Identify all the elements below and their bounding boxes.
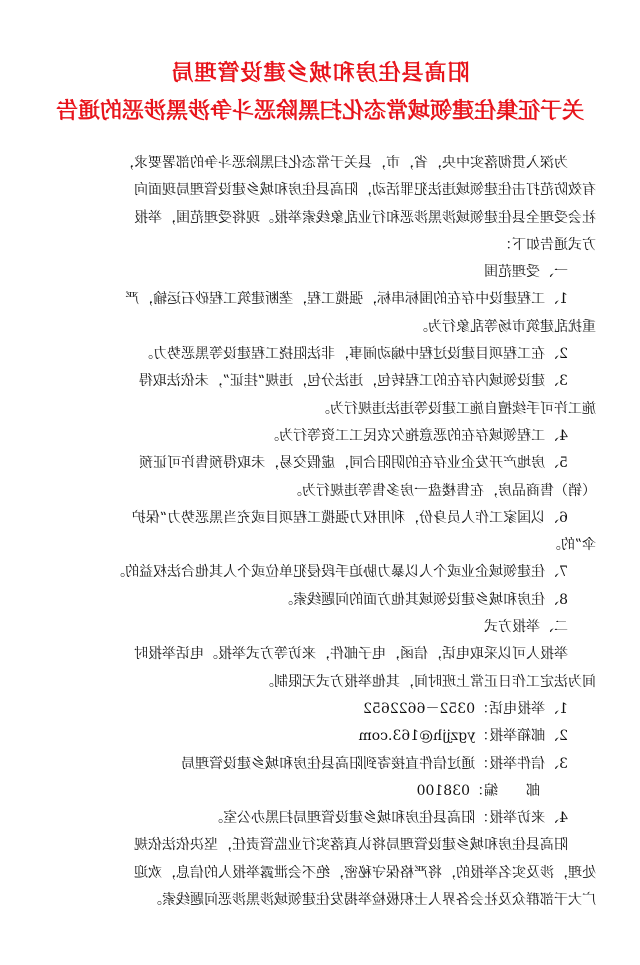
title-line-1: 阳高县住房和城乡建设管理局 (170, 60, 470, 86)
body-line: 广大干部群众及社会各界人士积极检举揭发住建领域涉黑涉恶问题线索。 (148, 892, 596, 909)
body-line: 二、举报方式 (484, 619, 568, 636)
body-line: 7、住建领域企业或个人以暴力胁迫手段侵犯单位或个人其他合法权益的。 (111, 564, 568, 581)
body-line: 1、工程建设中存在的围标串标，强揽工程，垄断建筑工程砂石运输，严 (125, 291, 568, 308)
body-line: 4、来访举报：阳高县住房和城乡建设管理局扫黑办公室。 (209, 810, 568, 827)
body-line: 伞”的。 (546, 537, 596, 554)
body-line: 施工许可手续擅自施工建设等违法违规行为。 (316, 400, 596, 417)
body-line: 阳高县住房和城乡建设管理局将认真落实行业监管责任，坚决依法依规 (134, 837, 568, 854)
body-line: 一、受理范围 (484, 264, 568, 281)
body-line: 2、邮箱举报：ygzjjh@163.com (358, 728, 568, 745)
body-line: 重扰乱建筑市场等乱象行为。 (414, 318, 596, 335)
body-line: 8、住房和城乡建设领域其他方面的问题线索。 (279, 591, 568, 608)
body-line: 社会受理全县住建领域涉黑涉恶和行业乱象线索举报。现将受理范围，举报 (134, 209, 596, 226)
body-line: 4、工程领域存在的恶意拖欠农民工工资等行为。 (265, 427, 568, 444)
body-line: 有效防范打击住建领域违法犯罪活动，阳高县住房和城乡建设管理局现面向 (134, 182, 596, 199)
body-line: 邮 编：038100 (416, 782, 568, 799)
notice-body (36, 150, 596, 914)
body-line: 为深入贯彻落实中央，省，市，县关于常态化扫黑除恶斗争的部署要求， (120, 155, 568, 171)
title-line-2: 关于征集住建领域常态化扫黑除恶斗争涉黑涉恶的通告 (56, 98, 585, 124)
body-line: 5、房地产开发企业存在的阴阳合同，虚假交易，未取得预售许可证预 (139, 455, 568, 472)
body-line: 方式通告如下： (498, 236, 596, 253)
body-line: 1、举报电话：0352－6622652 (363, 700, 568, 717)
body-line: 2、在工程项目建设过程中煽动闹事，非法阻挠工程建设等黑恶势力。 (139, 346, 568, 363)
body-line: 6、以国家工作人员身份，利用权力强揽工程项目或充当黑恶势力“保护 (131, 509, 568, 526)
body-line: 处理，涉及实名举报的，将严格保守秘密，绝不会泄露举报人的信息，欢迎 (134, 864, 596, 881)
body-line: 3、信件举报：通过信件直接寄到阳高县住房和城乡建设管理局 (181, 755, 568, 772)
body-line: 间为法定工作日正常上班时间，其他举报方式无限制。 (260, 673, 596, 690)
body-line: （销）售商品房，在售楼盘一房多售等违规行为。 (288, 482, 596, 499)
body-line: 举报人可以采取电话，信函，电子邮件，来访等方式举报。电话举报时 (134, 646, 568, 663)
body-line: 3、建设领域内存在的工程转包，违法分包，违规“挂证”，未依法取得 (138, 373, 568, 390)
